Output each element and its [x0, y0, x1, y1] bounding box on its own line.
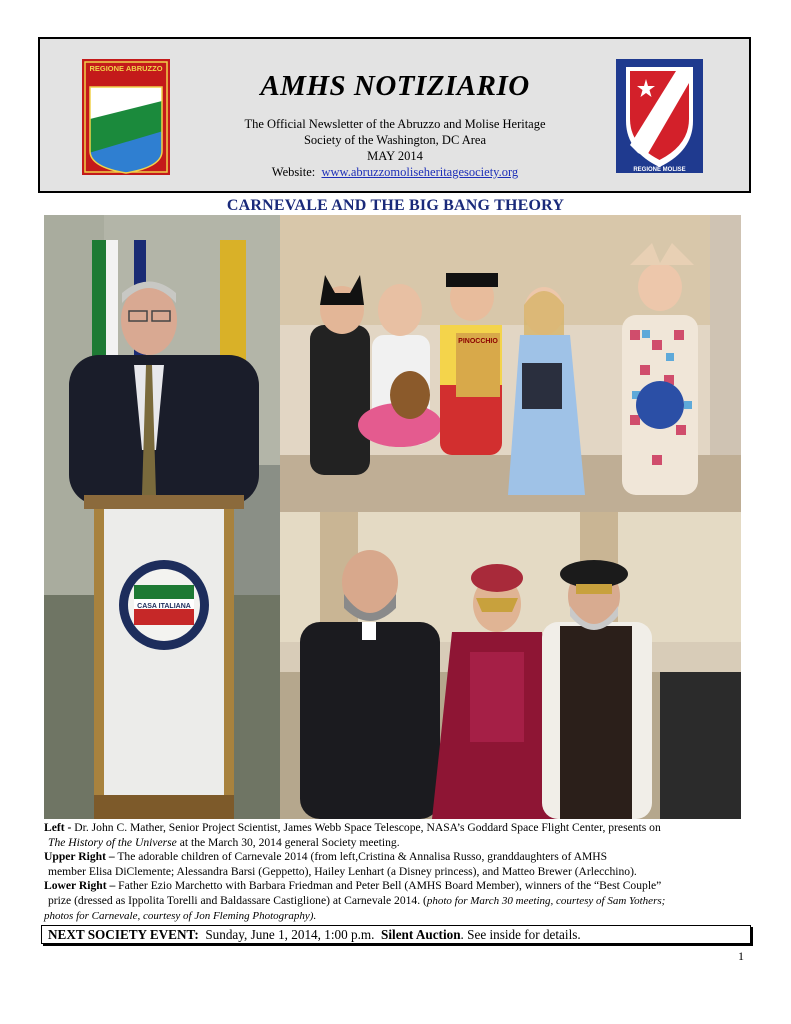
event-rest: . See inside for details.: [460, 927, 581, 942]
photo-speaker: [44, 215, 280, 819]
issue-date: MAY 2014: [367, 149, 423, 163]
lectern: [84, 495, 244, 819]
caption-upper-label: Upper Right –: [44, 850, 115, 864]
event-highlight: Silent Auction: [381, 927, 461, 942]
abruzzo-region-shield-icon: [82, 59, 170, 175]
website-label: Website:: [271, 165, 316, 179]
caption-lower: [44, 879, 749, 894]
next-event-banner: [41, 925, 751, 944]
subtitle-line1: The Official Newsletter of the Abruzzo and Molise Heritage: [244, 117, 546, 131]
caption-left-italic: The History of the Universe: [48, 835, 177, 849]
caption-left-cont: [44, 836, 749, 851]
website-line: [190, 164, 600, 180]
article-title: CARNEVALE AND THE BIG BANG THEORY: [226, 197, 565, 214]
caption-lower-label: Lower Right –: [44, 879, 116, 893]
caption-upper-cont: member Elisa DiClemente; Alessandra Barsi (Geppetto), Hailey Lenhart (a Disney princess), and Matteo Brewer (Arlecchino).: [48, 864, 637, 878]
caption-left-text2: at the March 30, 2014 general Society meeting.: [176, 835, 400, 849]
caption-lower-text: Father Ezio Marchetto with Barbara Friedman and Peter Bell (AMHS Board Member), winners of the “Best Couple”: [115, 879, 662, 893]
caption-lower-cont: [44, 894, 749, 909]
subtitle-line2: Society of the Washington, DC Area: [303, 133, 487, 147]
photo-credit-2: photos for Carnevale, courtesy of Jon Fleming Photography).: [44, 909, 317, 922]
photo-children: [280, 215, 741, 512]
photo-best-couple: [280, 512, 741, 819]
abruzzo-logo-line1: REGIONE ABRUZZO: [89, 64, 163, 73]
newsletter-title: AMHS NOTIZIARIO: [260, 70, 530, 102]
lectern-seal-text: CASA ITALIANA: [137, 603, 191, 610]
caption-upper-text: The adorable children of Carnevale 2014 (from left,Cristina & Annalisa Russo, granddaughters of AMHS: [114, 850, 608, 864]
page-number: 1: [738, 949, 744, 963]
caption-lower-text2: prize (dressed as Ippolita Torelli and Baldassare Castiglione) at Carnevale 2014. (: [48, 893, 427, 907]
molise-region-shield-icon: [616, 59, 703, 173]
caption-credit-cont: [44, 909, 749, 924]
event-datetime: Sunday, June 1, 2014, 1:00 p.m.: [198, 927, 382, 942]
book-title: PINOCCHIO: [458, 338, 498, 345]
caption-upper: [44, 850, 749, 865]
photo-credit-1: photo for March 30 meeting, courtesy of Sam Yothers;: [426, 894, 666, 907]
event-label: NEXT SOCIETY EVENT:: [48, 927, 199, 942]
caption-left-label: Left -: [44, 821, 72, 834]
caption-left-text: Dr. John C. Mather, Senior Project Scientist, James Webb Space Telescope, NASA’s Goddard Space Flight Center, presents on: [71, 821, 661, 834]
photo-captions: [44, 821, 749, 923]
molise-logo-text: REGIONE MOLISE: [633, 167, 686, 173]
caption-left: [44, 821, 749, 836]
website-link[interactable]: www.abruzzomoliseheritagesociety.org: [321, 165, 519, 179]
masthead-subtitle: [190, 116, 600, 180]
